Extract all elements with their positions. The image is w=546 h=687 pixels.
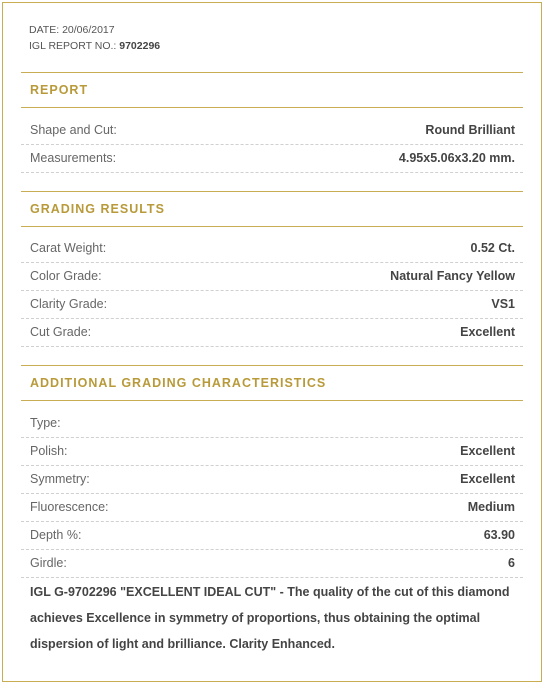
detail-value: Medium [467, 500, 515, 514]
detail-value: Excellent [460, 325, 515, 339]
section-title-report: REPORT [30, 83, 89, 97]
detail-row [21, 263, 523, 291]
detail-label: Type: [30, 416, 61, 430]
detail-label: Depth %: [30, 528, 82, 542]
section-title-grading: GRADING RESULTS [30, 202, 165, 216]
date-value: 20/06/2017 [62, 24, 115, 36]
detail-row [21, 494, 523, 522]
detail-value: Excellent [460, 472, 515, 486]
report-number-value: 9702296 [119, 40, 161, 52]
section-title-additional: ADDITIONAL GRADING CHARACTERISTICS [30, 376, 327, 390]
detail-label: Symmetry: [30, 472, 90, 486]
detail-value: Natural Fancy Yellow [390, 269, 515, 283]
section-divider-bottom [21, 107, 523, 108]
detail-label: Fluorescence: [30, 500, 109, 514]
detail-value: 6 [508, 556, 515, 570]
detail-label: Girdle: [30, 556, 67, 570]
detail-row [21, 319, 523, 347]
date-line [29, 22, 160, 38]
section-divider-top [21, 191, 523, 192]
detail-row [21, 466, 523, 494]
section-divider-bottom [21, 400, 523, 401]
detail-label: Clarity Grade: [30, 297, 108, 311]
report-meta [29, 22, 160, 54]
detail-row [21, 117, 523, 145]
cut-quality-note: IGL G-9702296 "EXCELLENT IDEAL CUT" - The quality of the cut of this diamond achieves Excellence in symmetry of proportions, thus obtaining the optimal dispersion of light and brilliance. Clarity Enhanced. [30, 585, 510, 651]
detail-value: Excellent [460, 444, 515, 458]
detail-row [21, 145, 523, 173]
report-number-label: IGL REPORT NO.: [29, 40, 120, 52]
detail-label: Carat Weight: [30, 241, 107, 255]
section-divider-top [21, 72, 523, 73]
detail-label: Measurements: [30, 151, 117, 165]
date-label: DATE: [29, 24, 63, 36]
report-number-line [29, 38, 160, 54]
detail-label: Shape and Cut: [30, 123, 117, 137]
detail-value: 0.52 Ct. [470, 241, 515, 255]
detail-row [21, 410, 523, 438]
detail-value: 63.90 [483, 528, 515, 542]
section-divider-bottom [21, 226, 523, 227]
detail-row [21, 438, 523, 466]
section-divider-top [21, 365, 523, 366]
detail-row [21, 291, 523, 319]
detail-value: VS1 [491, 297, 515, 311]
detail-label: Cut Grade: [30, 325, 92, 339]
detail-value: 4.95x5.06x3.20 mm. [398, 151, 515, 165]
detail-row [21, 522, 523, 550]
detail-label: Color Grade: [30, 269, 102, 283]
detail-label: Polish: [30, 444, 68, 458]
detail-row [21, 550, 523, 578]
detail-row [21, 235, 523, 263]
detail-value: Round Brilliant [425, 123, 515, 137]
